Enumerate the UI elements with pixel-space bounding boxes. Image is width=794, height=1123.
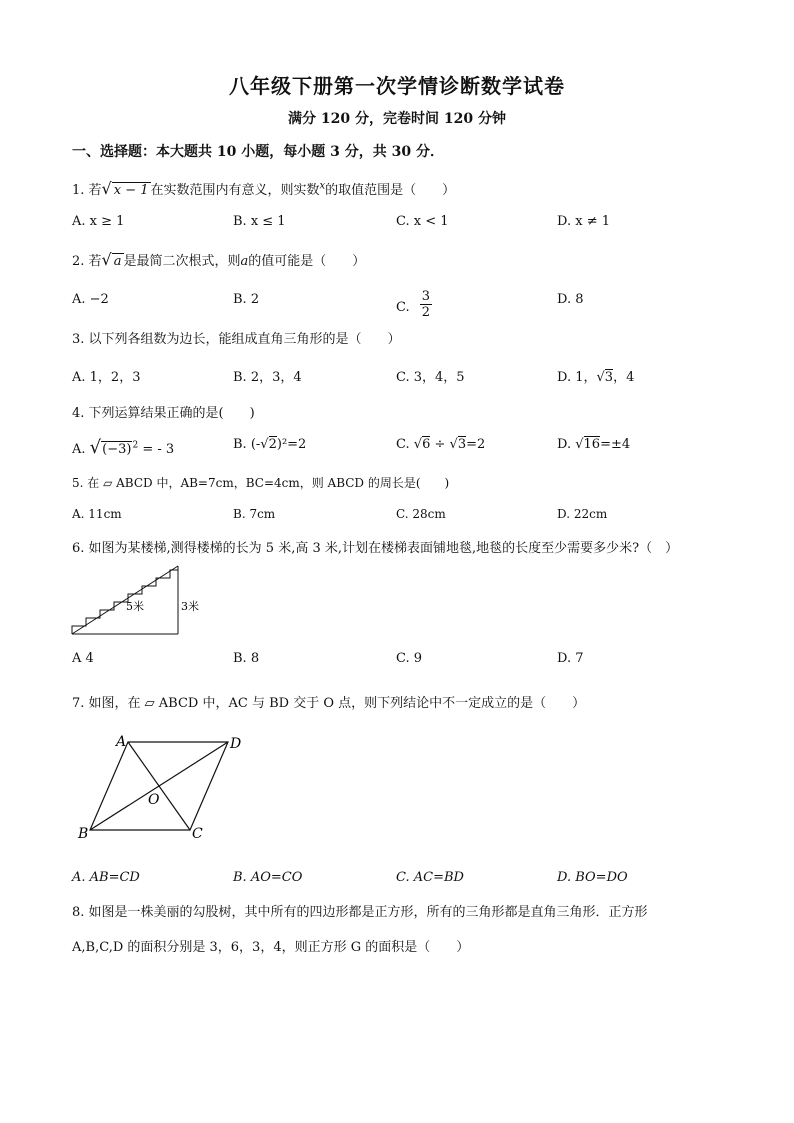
question-4-option-d[interactable]: [557, 437, 630, 452]
q4-a-end: = - 3: [142, 442, 175, 457]
question-3-option-a[interactable]: A. 1，2，3: [72, 370, 141, 385]
q4-b-label: B. (-: [233, 437, 261, 452]
fraction: [420, 289, 432, 320]
question-5-option-c[interactable]: C. 28cm: [396, 507, 446, 521]
question-7-option-b[interactable]: B. AO=CO: [233, 870, 303, 885]
question-3-option-d[interactable]: [557, 366, 634, 385]
question-7-option-c[interactable]: C. AC=BD: [396, 870, 464, 885]
question-6-option-a[interactable]: A 4: [72, 651, 94, 666]
point-o: O: [148, 792, 160, 808]
question-7-option-d[interactable]: D. BO=DO: [557, 870, 628, 885]
question-6-option-b[interactable]: B. 8: [233, 651, 260, 666]
label-height: 3米: [181, 600, 199, 613]
page-subtitle: 满分 120 分，完卷时间 120 分钟: [288, 111, 506, 127]
question-2-option-b[interactable]: B. 2: [233, 292, 260, 307]
question-1-stem: [72, 179, 455, 198]
page-title: 八年级下册第一次学情诊断数学试卷: [229, 74, 565, 98]
q4-a-inner: (−3): [102, 442, 132, 457]
question-7-stem: 7. 如图，在 ▱ ABCD 中，AC 与 BD 交于 O 点，则下列结论中不一定成立的是（ ）: [72, 696, 586, 711]
question-4-option-c[interactable]: [396, 437, 485, 452]
q4-c-end: =2: [466, 437, 486, 452]
question-1-option-b[interactable]: B. x ≤ 1: [233, 214, 286, 229]
staircase-figure: [68, 562, 208, 640]
question-6-option-d[interactable]: D. 7: [557, 651, 584, 666]
q1-radicand: x − 1: [113, 183, 149, 198]
q4-c-divide: ÷: [434, 437, 446, 452]
q2-stem-post: 是最简二次根式，则: [123, 254, 241, 269]
question-4-option-a[interactable]: [72, 437, 174, 458]
question-2-option-a[interactable]: A. −2: [72, 292, 109, 307]
q4-a-label: A.: [72, 442, 86, 457]
q4-a-exponent: 2: [132, 440, 139, 451]
question-4-stem: 4. 下列运算结果正确的是( ): [72, 406, 255, 421]
vertex-a: A: [116, 734, 127, 750]
q2-c-label: C.: [396, 300, 410, 315]
q4-b-radicand: 2: [268, 437, 277, 452]
question-6-stem: 6. 如图为某楼梯,测得楼梯的长为 5 米,高 3 米,计划在楼梯表面铺地毯,地毯的长度至少需要多少米?（ ）: [72, 541, 679, 556]
question-3-option-b[interactable]: B. 2，3，4: [233, 370, 302, 385]
question-8-stem: 8. 如图是一株美丽的勾股树，其中所有的四边形都是正方形，所有的三角形都是直角三角形．正方形: [72, 905, 648, 920]
q2-radicand: a: [113, 254, 122, 269]
question-3-option-c[interactable]: C. 3，4，5: [396, 370, 465, 385]
sqrt-symbol: √: [101, 250, 112, 269]
q4-d-end: =±4: [600, 437, 631, 452]
question-2-option-c[interactable]: [396, 289, 432, 323]
q4-b-end: )²=2: [276, 437, 307, 452]
q1-stem-pre: 1. 若: [72, 183, 102, 198]
question-1-option-a[interactable]: A. x ≥ 1: [72, 214, 125, 229]
sqrt-symbol: √: [101, 179, 112, 198]
section-heading: 一、选择题：本大题共 10 小题，每小题 3 分，共 30 分．: [72, 144, 444, 160]
q1-stem-end: 的取值范围是（ ）: [325, 183, 456, 198]
q2-stem-end: 的值可能是（ ）: [248, 254, 366, 269]
q2-stem-pre: 2. 若: [72, 254, 102, 269]
parallelogram-figure: [74, 730, 254, 842]
q2-var: a: [240, 254, 249, 269]
sqrt-symbol: √: [596, 370, 605, 385]
sqrt-symbol: √: [575, 437, 584, 452]
q4-d-label: D.: [557, 437, 572, 452]
q1-var: x: [319, 180, 326, 192]
question-2-option-d[interactable]: D. 8: [557, 292, 584, 307]
question-5-option-a[interactable]: A. 11cm: [72, 507, 122, 521]
fraction-denominator: 2: [421, 305, 431, 320]
question-5-option-d[interactable]: D. 22cm: [557, 507, 608, 521]
q3-d-label: D. 1，: [557, 370, 597, 385]
stair-hypotenuse: [72, 566, 178, 634]
sqrt-symbol: √: [89, 437, 102, 458]
question-1-option-c[interactable]: C. x < 1: [396, 214, 449, 229]
vertex-c: C: [192, 826, 203, 842]
q4-c-radicand-1: 6: [422, 437, 431, 452]
sqrt-symbol: √: [449, 437, 458, 452]
sqrt-symbol: √: [260, 437, 269, 452]
q4-c-label: C.: [396, 437, 410, 452]
vertex-d: D: [230, 736, 242, 752]
question-4-option-b[interactable]: [233, 437, 306, 452]
q4-d-radicand: 16: [583, 437, 601, 452]
diagonal-bd: [90, 742, 228, 830]
sqrt-symbol: √: [413, 437, 423, 452]
q4-c-radicand-2: 3: [457, 437, 467, 452]
question-5-stem: 5. 在 ▱ ABCD 中，AB=7cm，BC=4cm，则 ABCD 的周长是( ): [72, 476, 450, 490]
question-5-option-b[interactable]: B. 7cm: [233, 507, 276, 521]
question-8-stem-line2: A,B,C,D 的面积分别是 3，6，3，4，则正方形 G 的面积是（ ）: [72, 940, 470, 955]
question-7-option-a[interactable]: A. AB=CD: [72, 870, 140, 885]
question-2-stem: [72, 250, 365, 269]
q1-stem-post: 在实数范围内有意义，则实数: [150, 183, 320, 198]
fraction-numerator: 3: [421, 289, 431, 304]
q3-d-end: ，4: [613, 370, 635, 385]
question-6-option-c[interactable]: C. 9: [396, 651, 423, 666]
q3-d-radicand: 3: [604, 370, 614, 385]
question-3-stem: 3. 以下列各组数为边长，能组成直角三角形的是（ ）: [72, 332, 401, 347]
vertex-b: B: [78, 826, 89, 842]
label-length: 5米: [126, 600, 144, 613]
question-1-option-d[interactable]: D. x ≠ 1: [557, 214, 610, 229]
